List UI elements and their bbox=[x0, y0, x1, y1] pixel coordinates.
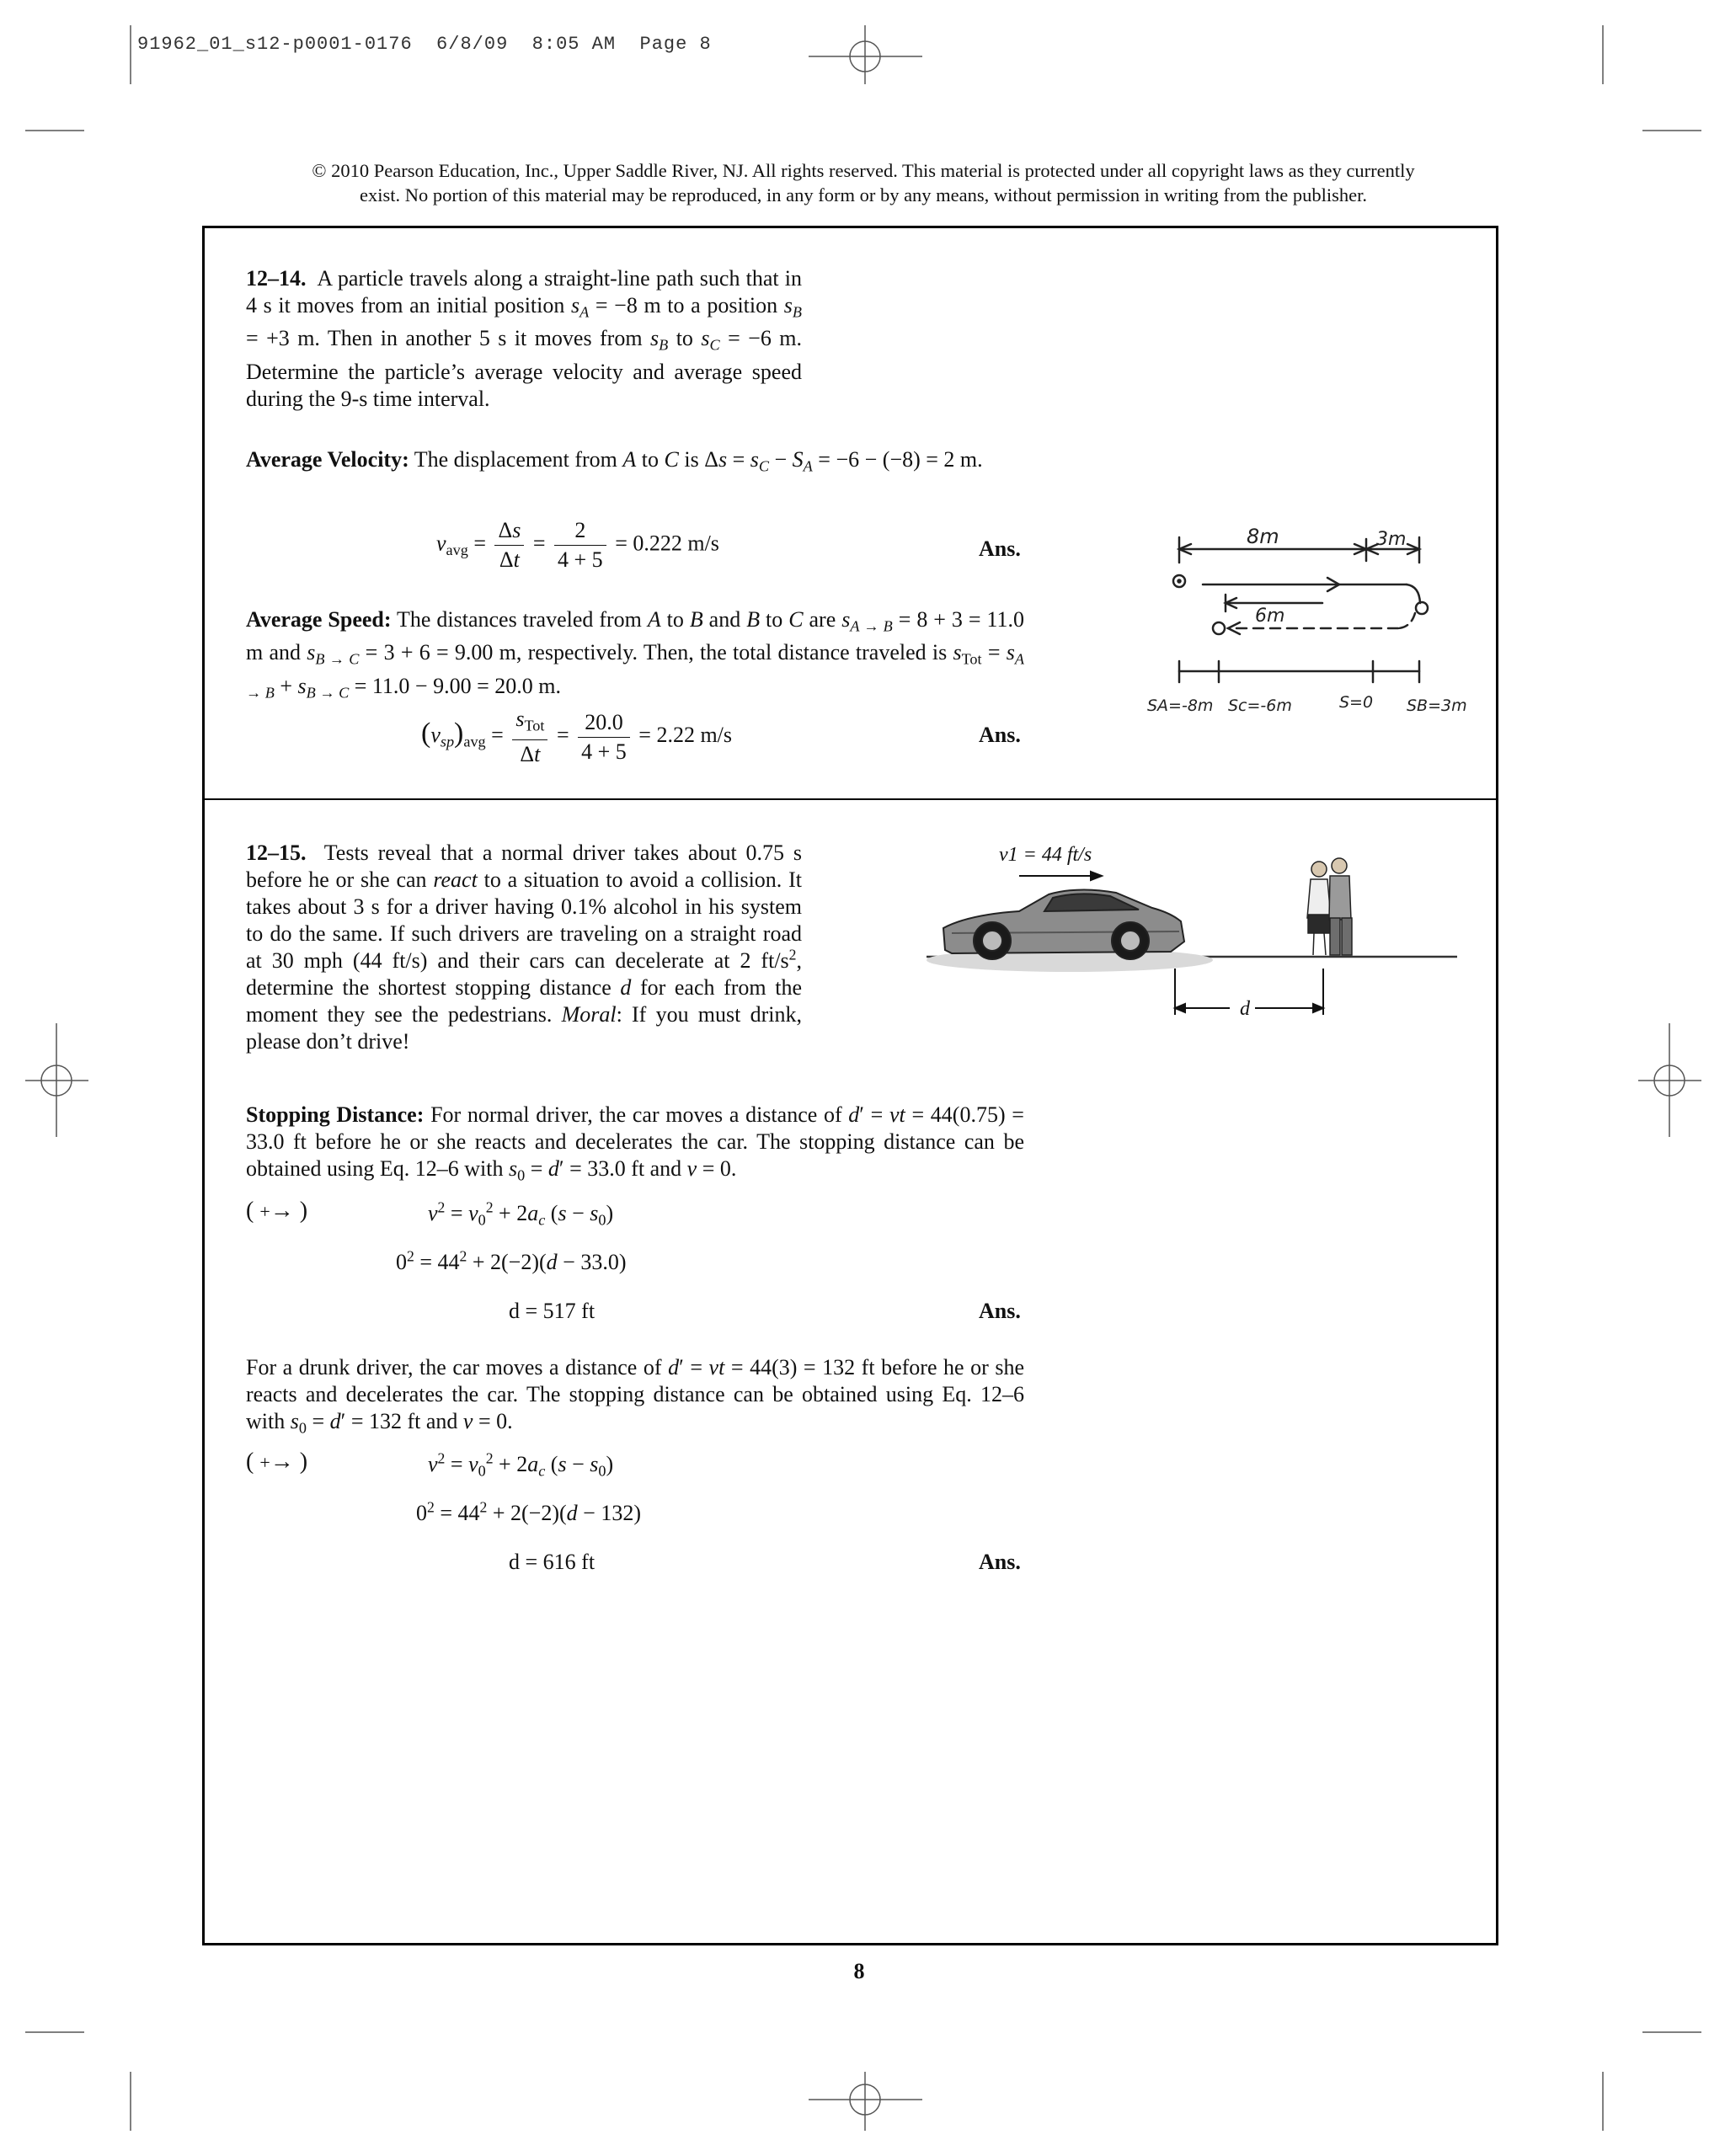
distance-label: d bbox=[1240, 998, 1250, 1020]
print-slug: 91962_01_s12-p0001-0176 6/8/09 8:05 AM Page 8 bbox=[137, 34, 712, 55]
problem-number: 12–14. bbox=[246, 266, 307, 291]
substituted-equation-1: $0^2 = 44^2 + 2(-2)(d - 33.0)$ bbox=[396, 1247, 627, 1274]
copyright-line-2: exist. No portion of this material may be reproduced, in any form or by any means, without permission in writing from the publisher. bbox=[359, 184, 1367, 205]
problem-divider bbox=[202, 798, 1498, 800]
copyright-line-1: © 2010 Pearson Education, Inc., Upper Saddle River, NJ. All rights reserved. This material is protected under all copyright laws as they currently bbox=[312, 160, 1415, 181]
sketch-label-3m: 3m bbox=[1376, 529, 1407, 550]
end-point bbox=[1213, 622, 1225, 634]
avg-velocity-heading: Average Velocity: bbox=[246, 447, 409, 472]
sketch-label-s0: S=0 bbox=[1339, 693, 1374, 712]
kinematic-equation-2: $v^2 = v_0^2 + 2a_c$ $(s - s_0)$ bbox=[428, 1449, 614, 1480]
kinematic-equation-1: $v^2 = v_0^2 + 2a_c$ $(s - s_0)$ bbox=[428, 1198, 614, 1229]
avg-velocity-result: 0.222 m/s bbox=[633, 531, 719, 556]
sketch-label-sb: SB=3m bbox=[1407, 696, 1467, 715]
stopping-distance-paragraph: Stopping Distance: For normal driver, the car moves a distance of d′ = vt = 44(0.75) = 33.0 ft before he or she reacts and decelerates the car. The stopping distance can be obtained using Eq. 12–6 with $s_0 = d' = 33.0$ ft and v = 0. bbox=[246, 1102, 1024, 1184]
pedestrians bbox=[1307, 858, 1352, 955]
avg-velocity-paragraph: Average Velocity: The displacement from A to C is $\Delta s = s_C - S_A = -6 - (-8) = 2$ m. bbox=[246, 447, 983, 475]
sketch-label-sc: Sc=-6m bbox=[1228, 696, 1292, 715]
sketch-label-8m: 8m bbox=[1247, 525, 1279, 548]
problem-12-14-statement: 12–14. A particle travels along a straight-line path such that in 4 s it moves from an initial position $s_A = -8$ m to a position $s_B = +3$ m. Then in another 5 s it moves from $s_B$ to $s_C = -6$ m. Determine the particle’s average velocity and average speed during the 9-s time interval. bbox=[246, 266, 802, 411]
avg-speed-paragraph: Average Speed: The distances traveled from A to B and B to C are $s_{A \to B} = 8 + 3 = 11.0$ m and $s_{B \to C} = 3 + 6 = 9.00$ m, respectively. Then, the total distance traveled is $s_{Tot} = s_{A \to B} + s_{B \to C} = 11.0 - 9.00 = 20.0$ m. bbox=[246, 607, 1025, 702]
result-normal-driver: d = 517 ft bbox=[509, 1299, 595, 1323]
avg-velocity-equation: $v_{avg}$ = $\frac{\Delta s}{\Delta t}$ = $\frac{2}{4 + 5}$ = 0.222 m/s bbox=[436, 518, 719, 572]
stopping-distance-heading: Stopping Distance: bbox=[246, 1102, 425, 1127]
avg-speed-equation: $(v_{sp})_{avg}$ = $\frac{s_{Tot}}{\Delta t}$ = $\frac{20.0}{4 + 5}$ = 2.22 m/s bbox=[421, 707, 733, 767]
answer-label: Ans. bbox=[979, 536, 1021, 561]
problem-12-15-statement: 12–15. Tests reveal that a normal driver takes about 0.75 s before he or she can react to a situation to avoid a collision. It takes about 3 s for a driver having 0.1% alcohol in his system to do the same. If such drivers are traveling on a straight road at 30 mph (44 ft/s) and their cars can decelerate at 2 $ft/s^2$, determine the shortest stopping distance d for each from the moment they see the pedestrians. Moral: If you must drink, please don’t drive! bbox=[246, 841, 802, 1054]
sports-car bbox=[943, 889, 1184, 959]
content-frame bbox=[202, 226, 1498, 1945]
avg-speed-heading: Average Speed: bbox=[246, 607, 392, 632]
turn-point bbox=[1416, 602, 1428, 614]
drunk-driver-paragraph: For a drunk driver, the car moves a distance of d′ = vt = 44(3) = 132 ft before he or she reacts and decelerates the car. The stopping distance can be obtained using Eq. 12–6 with $s_0 = d' = 132$ ft and v = 0. bbox=[246, 1355, 1025, 1437]
answer-label: Ans. bbox=[979, 1550, 1021, 1574]
result-drunk-driver: d = 616 ft bbox=[509, 1550, 595, 1574]
sketch-label-6m: 6m bbox=[1255, 606, 1285, 627]
problem-number: 12–15. bbox=[246, 841, 307, 865]
direction-sign-icon: ( +→ ) bbox=[246, 1198, 308, 1224]
car-pedestrian-figure bbox=[918, 834, 1466, 1027]
answer-label: Ans. bbox=[979, 723, 1021, 747]
page-number: 8 bbox=[853, 1959, 865, 1983]
substituted-equation-2: $0^2 = 44^2 + 2(-2)(d - 132)$ bbox=[416, 1498, 641, 1525]
velocity-label: v1 = 44 ft/s bbox=[999, 844, 1092, 866]
particle-path-sketch bbox=[1129, 514, 1482, 724]
answer-label: Ans. bbox=[979, 1299, 1021, 1323]
sketch-label-sa: SA=-8m bbox=[1147, 696, 1214, 715]
avg-speed-result: 2.22 m/s bbox=[656, 723, 733, 748]
direction-sign-icon: ( +→ ) bbox=[246, 1449, 308, 1475]
copyright-notice bbox=[202, 158, 1525, 207]
